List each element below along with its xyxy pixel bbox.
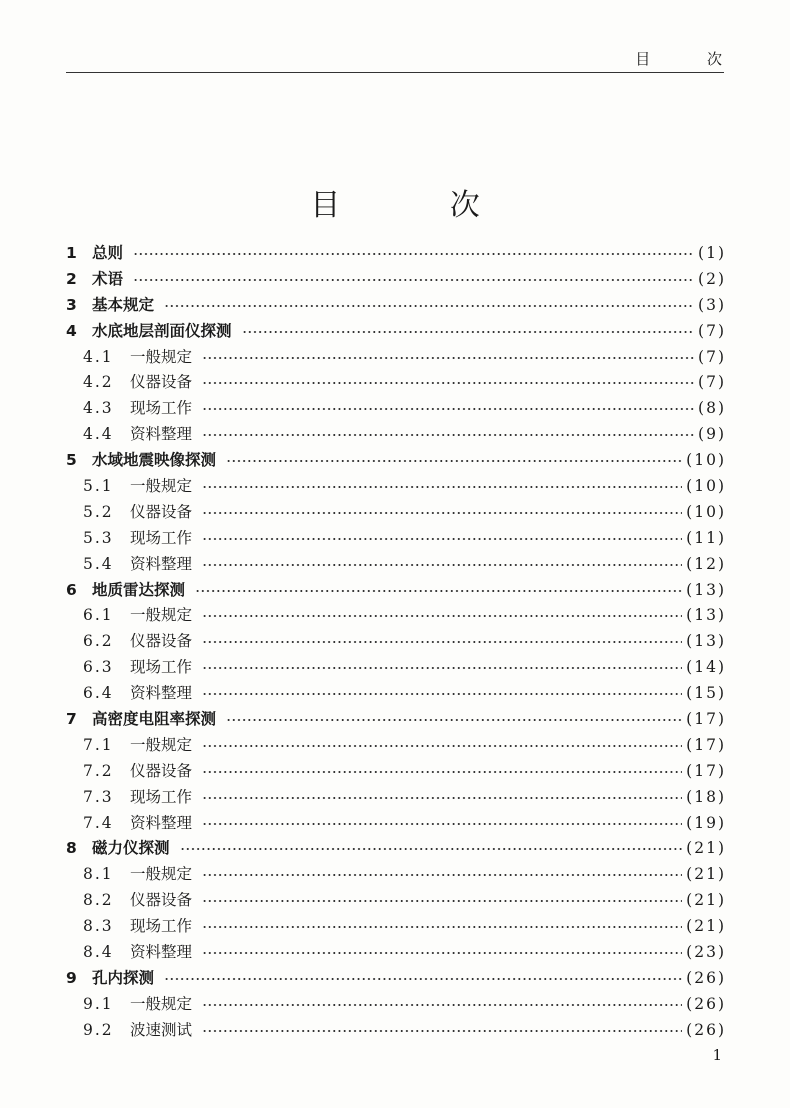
toc-entry-page: (17) (686, 735, 726, 754)
dot-leader (202, 771, 682, 773)
dot-leader (202, 357, 694, 359)
toc-entry-number: 9 (66, 968, 77, 987)
toc-entry-page: (14) (686, 658, 726, 677)
dot-leader (202, 382, 694, 384)
toc-entry[interactable] (66, 578, 724, 604)
toc-entry[interactable] (66, 345, 724, 371)
toc-entry[interactable] (66, 319, 724, 345)
toc-entry[interactable] (66, 862, 724, 888)
toc-entry-number: 7 (66, 710, 77, 729)
toc-entry-title: 资料整理 (130, 554, 193, 573)
toc-entry-title: 仪器设备 (130, 373, 193, 392)
running-head (66, 44, 748, 73)
toc-entry[interactable] (66, 526, 724, 552)
dot-leader (133, 253, 694, 255)
toc-entry-number: 6 (66, 580, 77, 599)
dot-leader (202, 823, 682, 825)
toc-entry-number: 5 (66, 451, 77, 470)
toc-entry[interactable] (66, 293, 724, 319)
toc-entry[interactable] (66, 992, 724, 1018)
dot-leader (180, 848, 683, 850)
toc-entry-number: 8.3 (83, 917, 114, 936)
toc-entry-page: (10) (686, 477, 726, 496)
toc-entry-page: (26) (686, 968, 726, 987)
dot-leader (202, 797, 682, 799)
toc-entry[interactable] (66, 940, 724, 966)
toc-entry-title: 一般规定 (130, 735, 193, 754)
dot-leader (202, 900, 682, 902)
toc-entry-title: 资料整理 (130, 425, 193, 444)
toc-entry-number: 8.2 (83, 891, 114, 910)
toc-entry-page: (26) (686, 1020, 726, 1039)
running-head-text: 目 次 (635, 50, 748, 68)
toc-entry[interactable] (66, 267, 724, 293)
toc-entry[interactable] (66, 241, 724, 267)
toc-entry[interactable] (66, 603, 724, 629)
toc-entry-title: 波速测试 (130, 1020, 193, 1039)
toc-entry-number: 5.4 (83, 554, 114, 573)
toc-entry-page: (10) (686, 502, 726, 521)
dot-leader (202, 667, 682, 669)
toc-entry-title: 孔内探测 (92, 968, 155, 987)
dot-leader (202, 564, 682, 566)
toc-entry-title: 仪器设备 (130, 502, 193, 521)
dot-leader (226, 460, 682, 462)
toc-entry-number: 7.3 (83, 787, 114, 806)
toc-entry-number: 6.3 (83, 658, 114, 677)
toc-entry[interactable] (66, 707, 724, 733)
toc-entry[interactable] (66, 655, 724, 681)
toc-entry-number: 4.1 (83, 347, 114, 366)
toc-entry-number: 4.4 (83, 425, 114, 444)
table-of-contents (66, 241, 724, 1044)
dot-leader (202, 1030, 682, 1032)
toc-entry[interactable] (66, 500, 724, 526)
toc-entry-page: (7) (698, 321, 726, 340)
toc-entry-page: (21) (686, 891, 726, 910)
toc-entry-title: 现场工作 (130, 787, 193, 806)
toc-entry[interactable] (66, 836, 724, 862)
toc-entry-title: 基本规定 (92, 295, 155, 314)
toc-entry-number: 2 (66, 269, 77, 288)
dot-leader (202, 745, 682, 747)
dot-leader (202, 693, 682, 695)
toc-entry-title: 仪器设备 (130, 761, 193, 780)
toc-entry-title: 仪器设备 (130, 632, 193, 651)
toc-entry-title: 现场工作 (130, 399, 193, 418)
toc-entry-page: (17) (686, 761, 726, 780)
toc-entry-number: 3 (66, 295, 77, 314)
toc-entry-number: 4.2 (83, 373, 114, 392)
toc-entry[interactable] (66, 448, 724, 474)
dot-leader (242, 331, 695, 333)
dot-leader (164, 305, 694, 307)
toc-entry-number: 6.2 (83, 632, 114, 651)
toc-entry-page: (15) (686, 684, 726, 703)
dot-leader (202, 641, 682, 643)
toc-entry-number: 8.4 (83, 943, 114, 962)
toc-entry[interactable] (66, 1018, 724, 1044)
dot-leader (195, 590, 682, 592)
toc-entry-number: 8.1 (83, 865, 114, 884)
dot-leader (202, 926, 682, 928)
toc-entry-number: 4.3 (83, 399, 114, 418)
toc-entry-page: (18) (686, 787, 726, 806)
toc-entry-title: 磁力仪探测 (92, 839, 170, 858)
toc-entry[interactable] (66, 811, 724, 837)
toc-entry-page: (2) (698, 269, 726, 288)
toc-entry-title: 资料整理 (130, 684, 193, 703)
toc-entry-page: (21) (686, 865, 726, 884)
toc-entry-title: 现场工作 (130, 917, 193, 936)
toc-entry-title: 一般规定 (130, 865, 193, 884)
dot-leader (226, 719, 682, 721)
toc-entry-title: 现场工作 (130, 528, 193, 547)
toc-entry[interactable] (66, 914, 724, 940)
toc-entry-page: (19) (686, 813, 726, 832)
toc-entry-title: 一般规定 (130, 477, 193, 496)
toc-entry[interactable] (66, 629, 724, 655)
toc-entry-page: (8) (698, 399, 726, 418)
dot-leader (202, 408, 694, 410)
toc-entry[interactable] (66, 759, 724, 785)
dot-leader (202, 1004, 682, 1006)
toc-entry-page: (3) (698, 295, 726, 314)
toc-entry-number: 9.1 (83, 994, 114, 1013)
toc-entry[interactable] (66, 370, 724, 396)
toc-entry-title: 总则 (92, 244, 124, 262)
page-title: 目 次 (310, 188, 530, 223)
toc-entry-page: (1) (698, 244, 726, 262)
dot-leader (202, 615, 682, 617)
toc-entry-page: (9) (698, 425, 726, 444)
toc-entry-page: (10) (686, 451, 726, 470)
toc-entry-title: 水底地层剖面仪探测 (92, 321, 232, 340)
dot-leader (164, 978, 682, 980)
toc-entry-number: 7.1 (83, 735, 114, 754)
dot-leader (202, 538, 682, 540)
toc-entry-title: 水域地震映像探测 (92, 451, 217, 470)
toc-entry-page: (13) (686, 632, 726, 651)
toc-entry[interactable] (66, 422, 724, 448)
toc-entry[interactable] (66, 681, 724, 707)
toc-entry-page: (12) (686, 554, 726, 573)
toc-entry[interactable] (66, 785, 724, 811)
toc-entry-number: 4 (66, 321, 77, 340)
toc-entry[interactable] (66, 888, 724, 914)
toc-entry-title: 术语 (92, 269, 124, 288)
toc-entry-title: 现场工作 (130, 658, 193, 677)
toc-entry[interactable] (66, 966, 724, 992)
toc-entry-number: 9.2 (83, 1020, 114, 1039)
toc-entry-number: 5.2 (83, 502, 114, 521)
dot-leader (133, 279, 694, 281)
dot-leader (202, 434, 694, 436)
dot-leader (202, 874, 682, 876)
toc-entry-page: (7) (698, 347, 726, 366)
toc-entry-number: 6.1 (83, 606, 114, 625)
toc-entry-number: 6.4 (83, 684, 114, 703)
page-number: 1 (712, 1046, 722, 1064)
toc-entry-title: 资料整理 (130, 813, 193, 832)
toc-entry-title: 资料整理 (130, 943, 193, 962)
toc-entry[interactable] (66, 396, 724, 422)
toc-entry-number: 8 (66, 839, 77, 858)
toc-entry-title: 一般规定 (130, 347, 193, 366)
toc-entry-title: 仪器设备 (130, 891, 193, 910)
toc-entry-title: 高密度电阻率探测 (92, 710, 217, 729)
toc-entry-page: (11) (686, 528, 726, 547)
toc-entry-number: 5.3 (83, 528, 114, 547)
toc-entry-page: (13) (686, 580, 726, 599)
toc-entry-number: 7.2 (83, 761, 114, 780)
dot-leader (202, 512, 682, 514)
toc-entry-page: (23) (686, 943, 726, 962)
toc-entry-title: 一般规定 (130, 606, 193, 625)
toc-entry-number: 5.1 (83, 477, 114, 496)
toc-entry-page: (7) (698, 373, 726, 392)
dot-leader (202, 486, 682, 488)
toc-entry-page: (21) (686, 917, 726, 936)
toc-entry-title: 地质雷达探测 (92, 580, 186, 599)
toc-entry-title: 一般规定 (130, 994, 193, 1013)
toc-entry[interactable] (66, 733, 724, 759)
toc-entry-page: (17) (686, 710, 726, 729)
toc-entry[interactable] (66, 474, 724, 500)
dot-leader (202, 952, 682, 954)
toc-entry-page: (13) (686, 606, 726, 625)
toc-entry-page: (26) (686, 994, 726, 1013)
toc-entry-number: 1 (66, 244, 77, 262)
toc-entry-number: 7.4 (83, 813, 114, 832)
toc-entry[interactable] (66, 552, 724, 578)
toc-entry-page: (21) (686, 839, 726, 858)
